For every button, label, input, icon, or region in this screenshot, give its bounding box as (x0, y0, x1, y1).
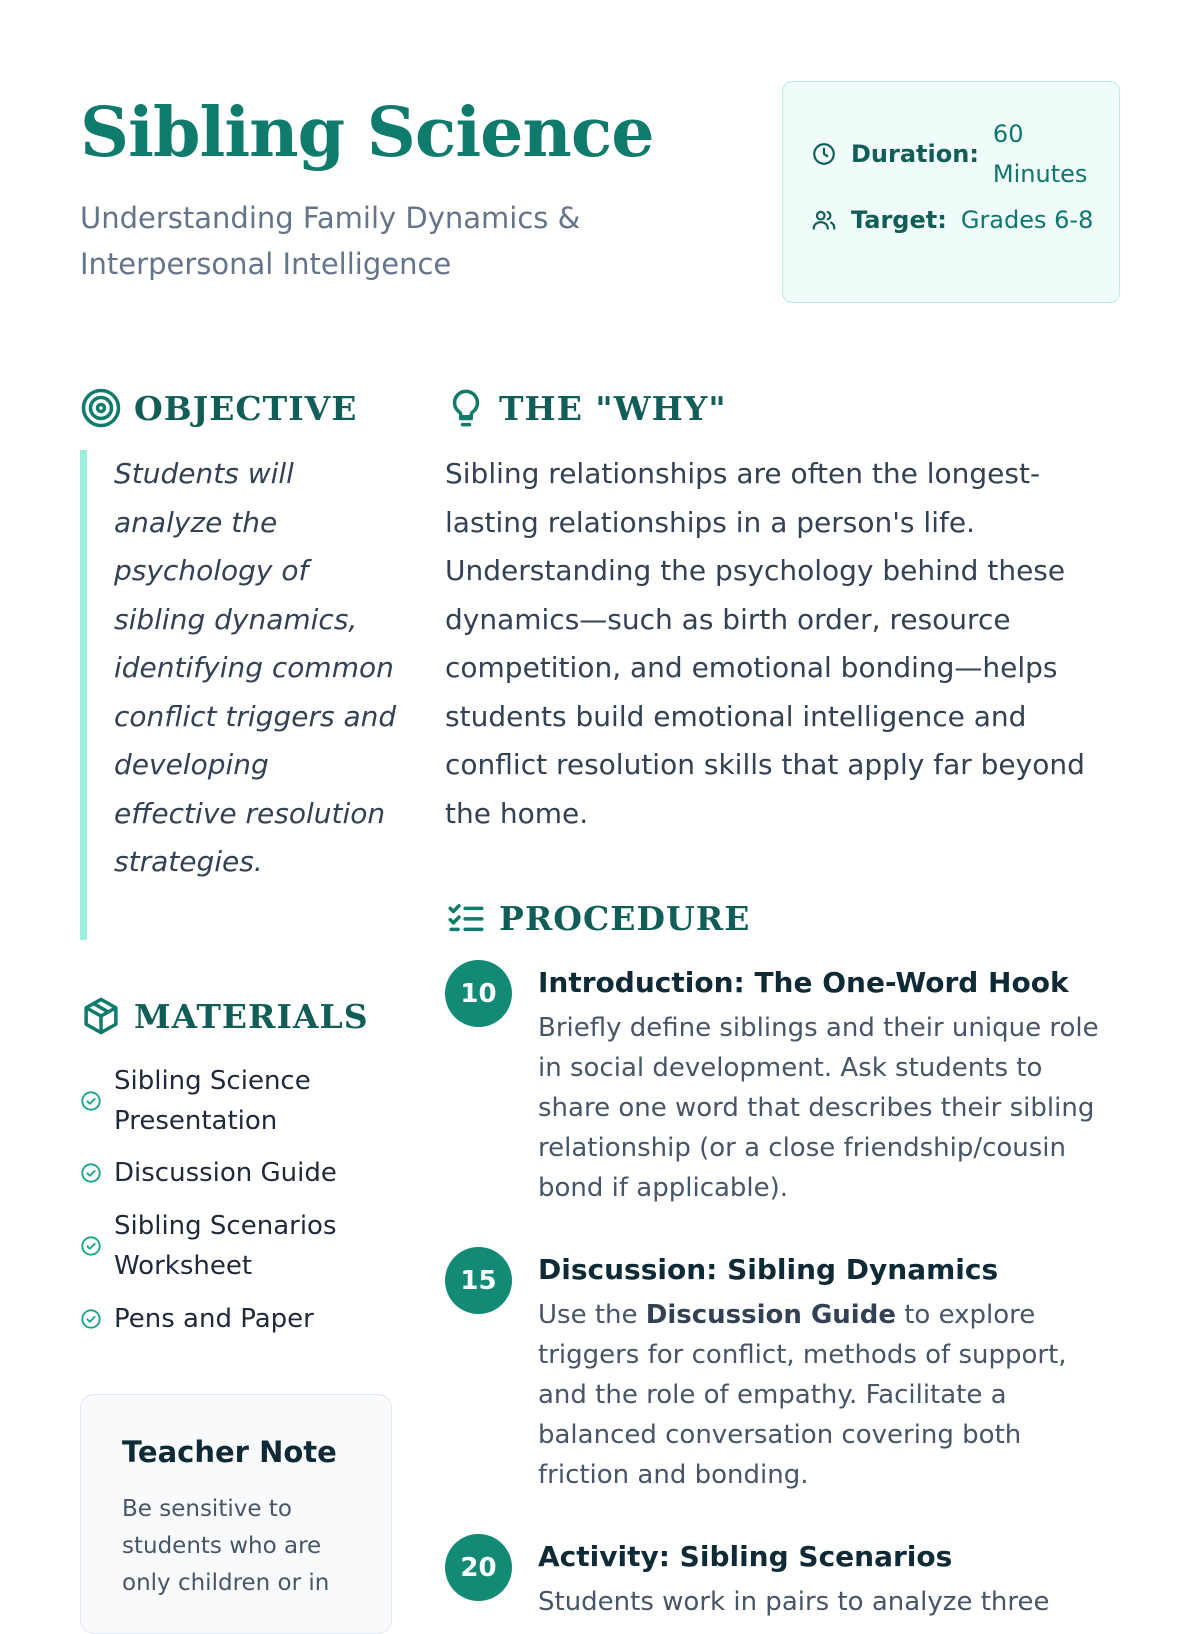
clock-icon (811, 141, 837, 167)
step-2-description-end: to explore triggers for conflict, methods of support, and the role of empathy. Facilitate a balanced conversation covering both friction and bonding. (538, 1300, 1067, 1490)
step-2-minutes-badge: 15 (445, 1247, 512, 1314)
teacher-note-card (80, 1394, 392, 1634)
why-text: Sibling relationships are often the longest-lasting relationships in a person's life. Understanding the psychology behind these dynamics—such as birth order, resource competition, and emotional bonding—helps students build emotional intelligence and conflict resolution skills that apply far beyond the home. (445, 457, 1085, 830)
materials-title: MATERIALS (134, 996, 369, 1036)
materials-item-label: Pens and Paper (114, 1304, 314, 1334)
target-row (811, 200, 1101, 240)
check-circle-icon (80, 1308, 102, 1330)
target-icon (80, 387, 122, 429)
procedure-title: PROCEDURE (499, 898, 751, 938)
check-circle-icon (80, 1090, 102, 1112)
step-2-description-start: Use the (538, 1300, 646, 1330)
step-1-title: Introduction: The One-Word Hook (538, 966, 1069, 999)
step-1-description: Briefly define siblings and their unique role in social development. Ask students to share one word that describes their sibling relationship (or a close friendship/cousin bond if applicable). (538, 1013, 1099, 1203)
step-3-title: Activity: Sibling Scenarios (538, 1540, 953, 1573)
step-2-description (538, 1295, 1118, 1495)
page-subtitle: Understanding Family Dynamics & Interpersonal Intelligence (80, 201, 581, 281)
objective-heading (80, 387, 357, 429)
duration-label: Duration: (851, 140, 979, 168)
teacher-note-title: Teacher Note (122, 1435, 337, 1469)
materials-item (80, 1299, 314, 1339)
duration-row (811, 114, 1103, 194)
page-title: Sibling Science (80, 93, 654, 173)
discussion-guide-reference: Discussion Guide (645, 1300, 896, 1330)
step-3-minutes-badge: 20 (445, 1534, 512, 1601)
check-circle-icon (80, 1162, 102, 1184)
target-value: Grades 6-8 (960, 206, 1094, 234)
lesson-info-card (782, 81, 1120, 303)
checklist-icon (445, 897, 487, 939)
users-icon (811, 207, 837, 233)
materials-heading (80, 995, 369, 1037)
materials-item (80, 1153, 337, 1193)
why-title: THE "WHY" (499, 388, 727, 428)
duration-value: 60 Minutes (992, 120, 1088, 188)
lightbulb-icon (445, 387, 487, 429)
check-circle-icon (80, 1235, 102, 1257)
objective-text: Students will analyze the psychology of sibling dynamics, identifying common conflict triggers and developing effective resolution strategies. (80, 450, 400, 940)
step-3-description: Students work in pairs to analyze three (538, 1587, 1050, 1617)
why-heading (445, 387, 727, 429)
materials-item-label: Discussion Guide (114, 1158, 337, 1188)
materials-item-label: Sibling Science Presentation (114, 1066, 311, 1136)
materials-item-label: Sibling Scenarios Worksheet (114, 1211, 337, 1281)
step-2-title: Discussion: Sibling Dynamics (538, 1253, 999, 1286)
package-icon (80, 995, 122, 1037)
objective-title: OBJECTIVE (134, 388, 358, 428)
target-label: Target: (851, 206, 947, 234)
step-1-minutes-badge: 10 (445, 960, 512, 1027)
materials-item (80, 1206, 364, 1286)
procedure-heading (445, 897, 750, 939)
teacher-note-text: Be sensitive to students who are only children or in (122, 1496, 330, 1596)
materials-item (80, 1061, 364, 1141)
